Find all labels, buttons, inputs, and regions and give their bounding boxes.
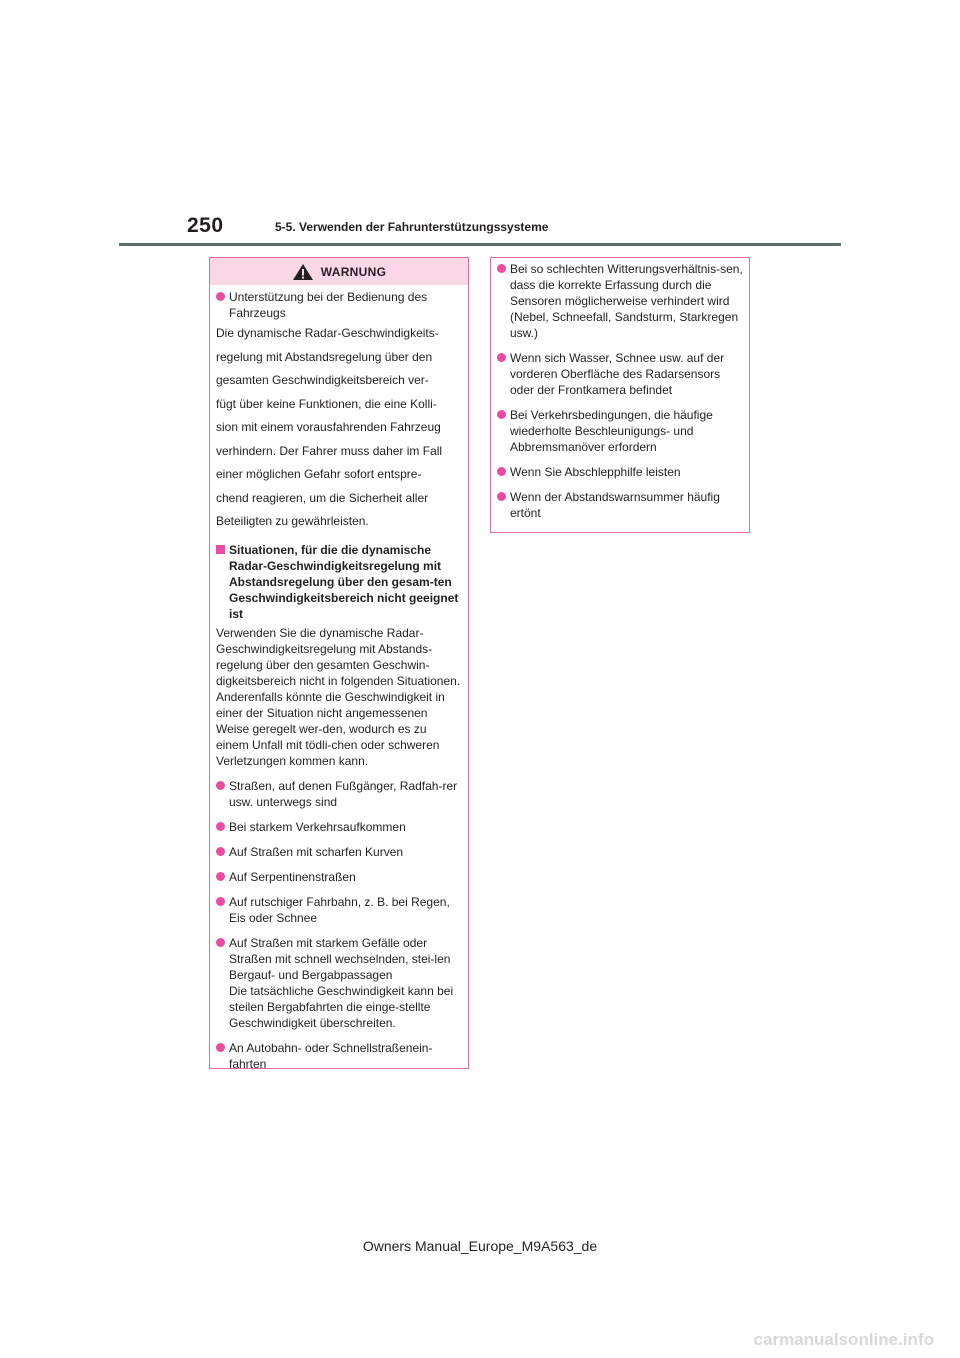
subheading	[216, 542, 462, 622]
header-rule	[119, 243, 841, 246]
bullet-icon	[497, 492, 506, 501]
list-item-text: Bei starkem Verkehrsaufkommen	[229, 819, 406, 834]
bullet-icon	[497, 264, 506, 273]
list-item	[216, 935, 462, 1031]
list-item-text: Straßen, auf denen Fußgänger, Radfah-rer usw. unterwegs sind	[229, 778, 458, 809]
bullet-icon	[216, 822, 225, 831]
intro-line: chend reagieren, um die Sicherheit aller	[216, 490, 429, 505]
subheading-text: Situationen, für die die dynamische Radar-Geschwindigkeitsregelung mit Abstandsregelung über den gesam-ten Geschwindigkeitsbereich nicht geeignet ist	[229, 542, 459, 621]
list-item-text: Auf rutschiger Fahrbahn, z. B. bei Regen, Eis oder Schnee	[229, 894, 450, 925]
bullet-icon	[497, 410, 506, 419]
list-item-text: Wenn sich Wasser, Schnee usw. auf der vorderen Oberfläche des Radarsensors oder der Frontkamera befindet	[510, 351, 725, 397]
bullet-icon	[497, 467, 506, 476]
list-item-text: Wenn der Abstandswarnsummer häufig ertönt	[510, 490, 720, 520]
intro-line: einer möglichen Gefahr sofort entspre-	[216, 467, 422, 481]
list-item	[216, 869, 462, 885]
intro-line: regelung mit Abstandsregelung über den	[216, 349, 433, 364]
bullet-icon	[216, 872, 225, 881]
list-item	[497, 350, 743, 398]
subheading-paragraph: Verwenden Sie die dynamische Radar-Geschwindigkeitsregelung mit Abstands-regelung über den gesamten Geschwin-digkeitsbereich nicht in folgenden Situationen. Anderenfalls könnte die Geschwindigkeit in einer der Situation nicht angemessenen Weise geregelt wer-den, wodurch es zu einem Unfall mit tödli-chen oder schweren Verletzungen kommen kann.	[216, 625, 461, 768]
section-title: 5-5. Verwenden der Fahrunterstützungssysteme	[275, 220, 549, 234]
bullet-icon	[216, 938, 225, 947]
warning-header	[210, 258, 468, 285]
intro-line: Die dynamische Radar-Geschwindigkeits-	[216, 326, 439, 340]
bullet-icon	[216, 781, 225, 790]
list-item-text: Bei Verkehrsbedingungen, die häufige wiederholte Beschleunigungs- und Abbremsmanöver erfordern	[510, 408, 713, 454]
square-bullet-icon	[216, 545, 225, 554]
bullet-icon	[497, 353, 506, 362]
list-item	[497, 407, 743, 455]
intro-line: sion mit einem vorausfahrenden Fahrzeug	[216, 420, 441, 434]
list-item	[216, 1040, 462, 1072]
list-item-text: Wenn Sie Abschlepphilfe leisten	[510, 465, 681, 479]
intro-line: gesamten Geschwindigkeitsbereich ver-	[216, 373, 429, 387]
watermark: carmanualsonline.info	[753, 1330, 934, 1349]
list-item	[497, 464, 743, 480]
list-item-text: Auf Serpentinenstraßen	[229, 869, 356, 884]
warning-box-continued	[490, 257, 750, 533]
bullet-icon	[216, 847, 225, 856]
bullet-icon	[216, 292, 225, 301]
warning-box	[209, 257, 469, 1069]
list-item	[216, 844, 462, 860]
intro-line: Beteiligten zu gewährleisten.	[216, 514, 369, 528]
list-item	[216, 289, 462, 321]
list-item-text: Unterstützung bei der Bedienung des Fahrzeugs	[229, 290, 428, 320]
intro-line: fügt über keine Funktionen, die eine Kolli-	[216, 396, 437, 411]
warning-triangle-icon	[292, 263, 314, 281]
bullet-icon	[216, 897, 225, 906]
list-item	[497, 489, 743, 521]
list-item-text: Auf Straßen mit starkem Gefälle oder Straßen mit schnell wechselnden, stei-len Bergauf- und Bergabpassagen	[229, 935, 451, 982]
list-item-note: Die tatsächliche Geschwindigkeit kann bei steilen Bergabfahrten die einge-stellte Geschwindigkeit überschreiten.	[229, 983, 454, 1030]
bullet-icon	[216, 1043, 225, 1052]
intro-paragraph	[216, 324, 462, 532]
list-item-text: An Autobahn- oder Schnellstraßenein-fahrten	[229, 1040, 433, 1071]
warning-title: WARNUNG	[320, 264, 387, 279]
list-item-text: Auf Straßen mit scharfen Kurven	[229, 844, 404, 859]
list-item	[216, 894, 462, 926]
list-item	[216, 819, 462, 835]
footer-text: Owners Manual_Europe_M9A563_de	[362, 1238, 598, 1254]
intro-line: verhindern. Der Fahrer muss daher im Fall	[216, 443, 443, 458]
page-number: 250	[187, 214, 224, 237]
list-item-text: Bei so schlechten Witterungsverhältnis-sen, dass die korrekte Erfassung durch die Sensoren möglicherweise verhindert wird (Nebel, Schneefall, Sandsturm, Starkregen usw.)	[510, 262, 743, 340]
list-item	[216, 778, 462, 810]
list-item	[497, 261, 743, 341]
